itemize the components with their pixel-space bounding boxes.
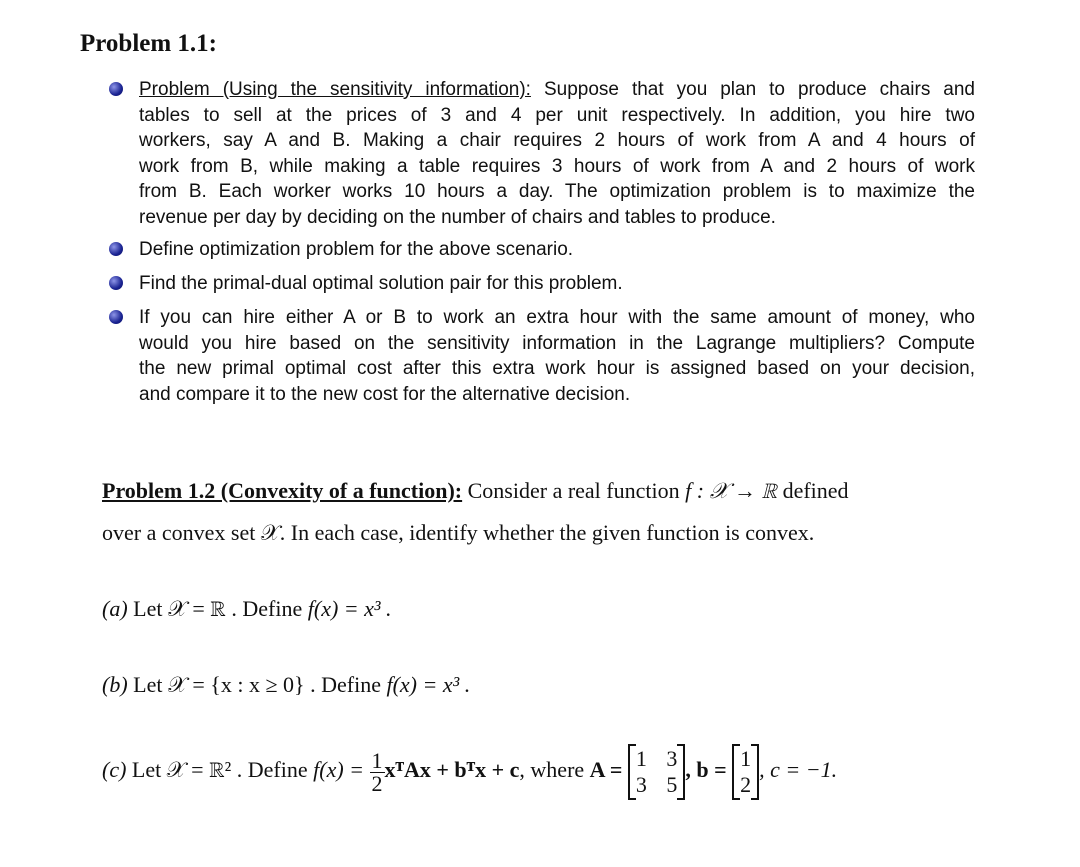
cell: 3 [635, 772, 647, 797]
text: Let 𝒳 = ℝ² . Define [126, 757, 314, 783]
label: (b) [102, 672, 128, 697]
fraction [370, 747, 385, 796]
text: Let 𝒳 = ℝ . Define [127, 596, 308, 621]
line: If you can hire either A or B to work an extra hour with the same amount of money, who [139, 307, 975, 328]
math: f(x) = x³ . [386, 672, 471, 697]
cell: 5 [666, 772, 678, 797]
line: would you hire based on the sensitivity information in the Lagrange multipliers? Compute [139, 332, 975, 354]
bullet-icon [109, 310, 123, 324]
cell: 3 [666, 746, 678, 771]
math: f(x) = [313, 757, 370, 783]
bullet-icon [109, 82, 123, 96]
math: f : 𝒳 → ℝ [685, 478, 778, 503]
line: Define optimization problem for the above scenario. [139, 239, 574, 260]
math: , b = [685, 757, 733, 783]
problem-1-1-title: Problem 1.1: [80, 30, 218, 57]
line: from B. Each worker works 10 hours a day. The optimization problem is to maximize the [139, 181, 975, 202]
line: revenue per day by deciding on the number of chairs and tables to produce. [139, 206, 776, 228]
bullet-problem-statement [139, 77, 975, 230]
text: Let 𝒳 = {x : x ≥ 0} . Define [127, 672, 387, 697]
line: workers, say A and B. Making a chair requires 2 hours of work from A and 4 hours of [139, 130, 975, 151]
problem-1-2-title: Problem 1.2 (Convexity of a function): [102, 478, 463, 503]
line: the new primal optimal cost after this extra work hour is assigned based on your decision, [139, 358, 975, 379]
part-a [102, 596, 392, 622]
problem-1-2-intro-2: over a convex set 𝒳. In each case, identify whether the given function is convex. [102, 520, 815, 545]
math: A = [589, 757, 628, 783]
bullet-define [139, 237, 975, 263]
part-b [102, 672, 470, 698]
line: tables to sell at the prices of 3 and 4 per unit respectively. In addition, you hire two [139, 104, 975, 126]
text: defined [777, 478, 849, 503]
bullet-hire [139, 305, 975, 407]
cell: 1 [740, 746, 752, 771]
line: Suppose that you plan to produce chairs and [530, 79, 975, 100]
text: Consider a real function [462, 478, 686, 503]
math: f(x) = x³ . [307, 596, 392, 621]
math: xᵀAx + bᵀx + c [384, 757, 520, 783]
vector-b [732, 744, 759, 800]
math: , c = −1. [759, 757, 838, 783]
bullet-icon [109, 242, 123, 256]
part-c [102, 744, 837, 800]
problem-lead: Problem (Using the sensitivity information): [139, 79, 531, 100]
problem-1-2-intro [102, 478, 849, 504]
bullet-icon [109, 276, 123, 290]
line: and compare it to the new cost for the alternative decision. [139, 383, 631, 405]
cell: 2 [740, 772, 752, 797]
label: (c) [102, 757, 127, 783]
bullet-find [139, 271, 975, 297]
cell: 1 [635, 746, 647, 771]
text: , where [519, 757, 590, 783]
numerator: 1 [371, 747, 383, 773]
matrix-a [628, 744, 686, 800]
label: (a) [102, 596, 128, 621]
line: work from B, while making a table requires 3 hours of work from A and 2 hours of work [139, 155, 975, 177]
line: Find the primal-dual optimal solution pair for this problem. [139, 273, 623, 294]
denominator: 2 [371, 770, 383, 796]
